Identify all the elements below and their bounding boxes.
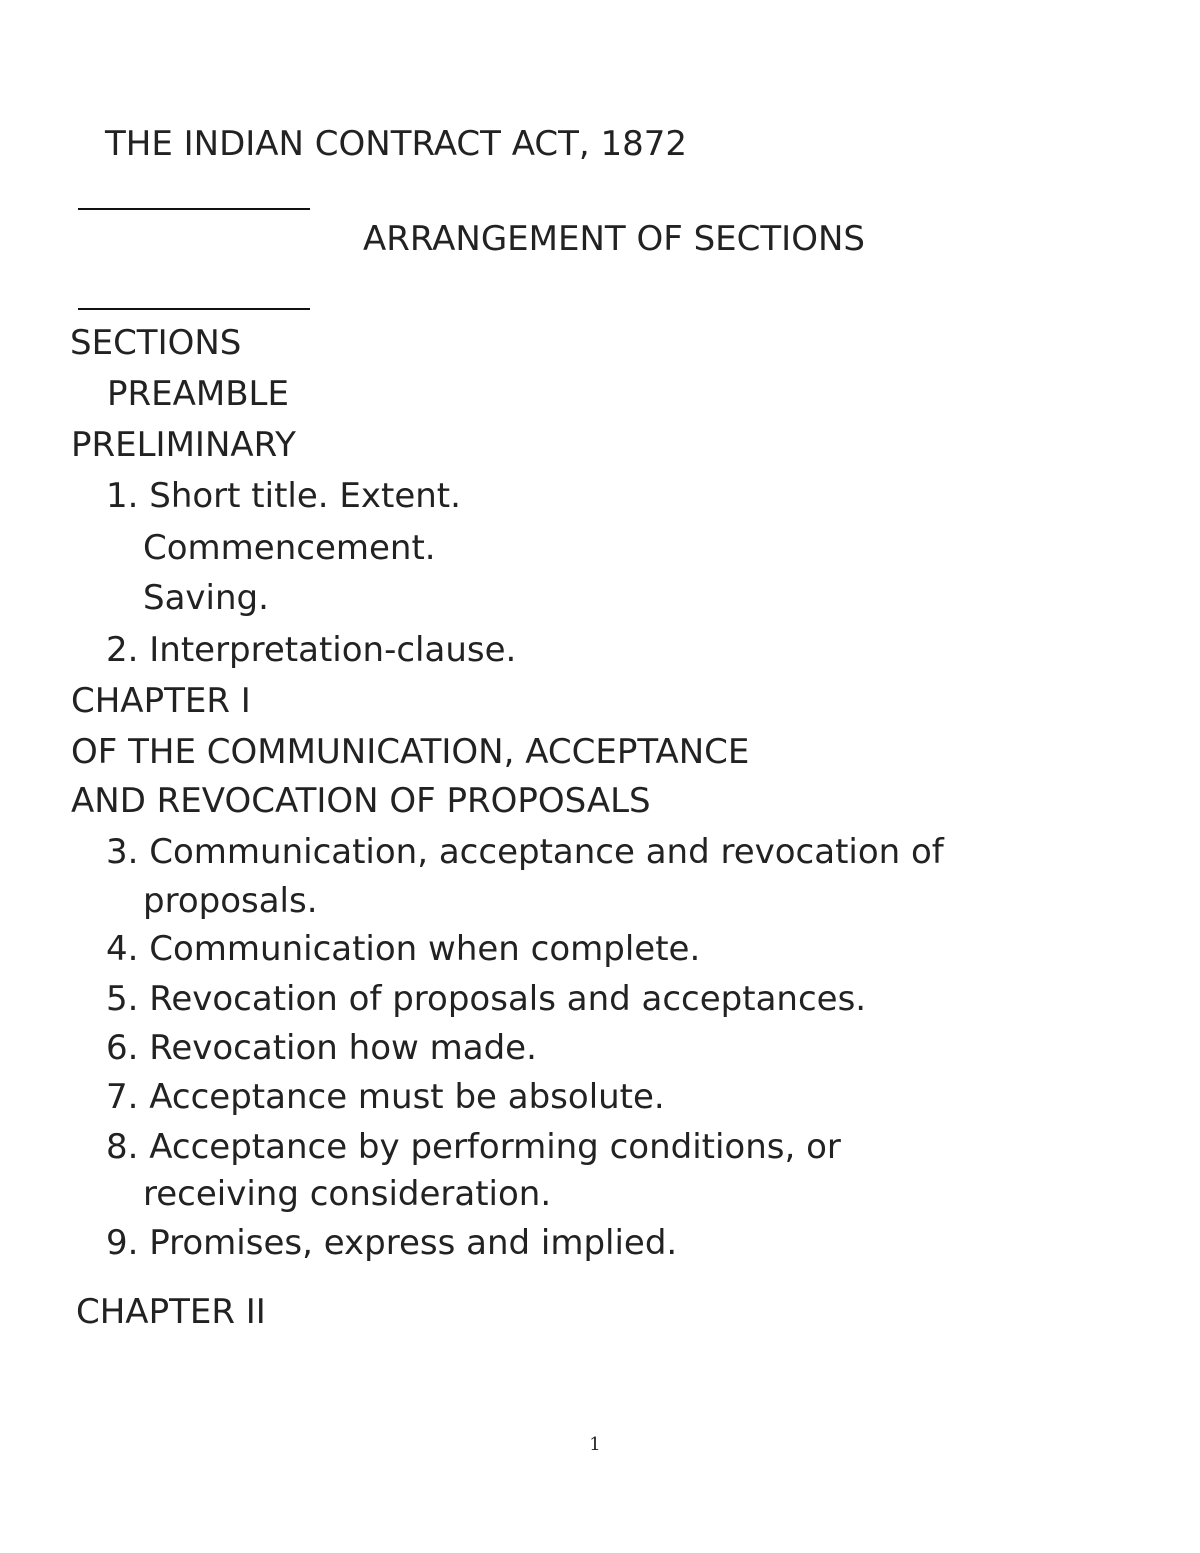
subtitle-divider — [78, 308, 310, 310]
chapter-1-title: OF THE COMMUNICATION, ACCEPTANCE — [71, 732, 750, 772]
section-item-5: 5. Revocation of proposals and acceptances. — [106, 979, 867, 1019]
section-item-7: 7. Acceptance must be absolute. — [106, 1077, 665, 1117]
section-item-1-continued: Commencement. — [143, 528, 436, 568]
section-item-3: 3. Communication, acceptance and revocation of — [106, 832, 944, 872]
chapter-1-label: CHAPTER I — [71, 681, 251, 721]
section-item-8-continued: receiving consideration. — [143, 1174, 552, 1214]
preliminary-heading: PRELIMINARY — [71, 425, 296, 465]
section-item-1: 1. Short title. Extent. — [106, 476, 461, 516]
sections-heading: SECTIONS — [70, 323, 242, 363]
section-item-6: 6. Revocation how made. — [106, 1028, 537, 1068]
chapter-1-title-continued: AND REVOCATION OF PROPOSALS — [71, 781, 651, 821]
document-subtitle: ARRANGEMENT OF SECTIONS — [363, 219, 865, 259]
title-divider — [78, 208, 310, 210]
section-item-4: 4. Communication when complete. — [106, 929, 701, 969]
page-number: 1 — [589, 1434, 601, 1455]
section-item-9: 9. Promises, express and implied. — [106, 1223, 678, 1263]
section-item-2: 2. Interpretation-clause. — [106, 630, 517, 670]
section-item-8: 8. Acceptance by performing conditions, or — [106, 1127, 841, 1167]
preamble-heading: PREAMBLE — [107, 374, 289, 414]
chapter-2-label: CHAPTER II — [76, 1292, 266, 1332]
document-title: THE INDIAN CONTRACT ACT, 1872 — [105, 124, 688, 164]
section-item-3-continued: proposals. — [143, 881, 318, 921]
section-item-1-continued: Saving. — [143, 578, 269, 618]
